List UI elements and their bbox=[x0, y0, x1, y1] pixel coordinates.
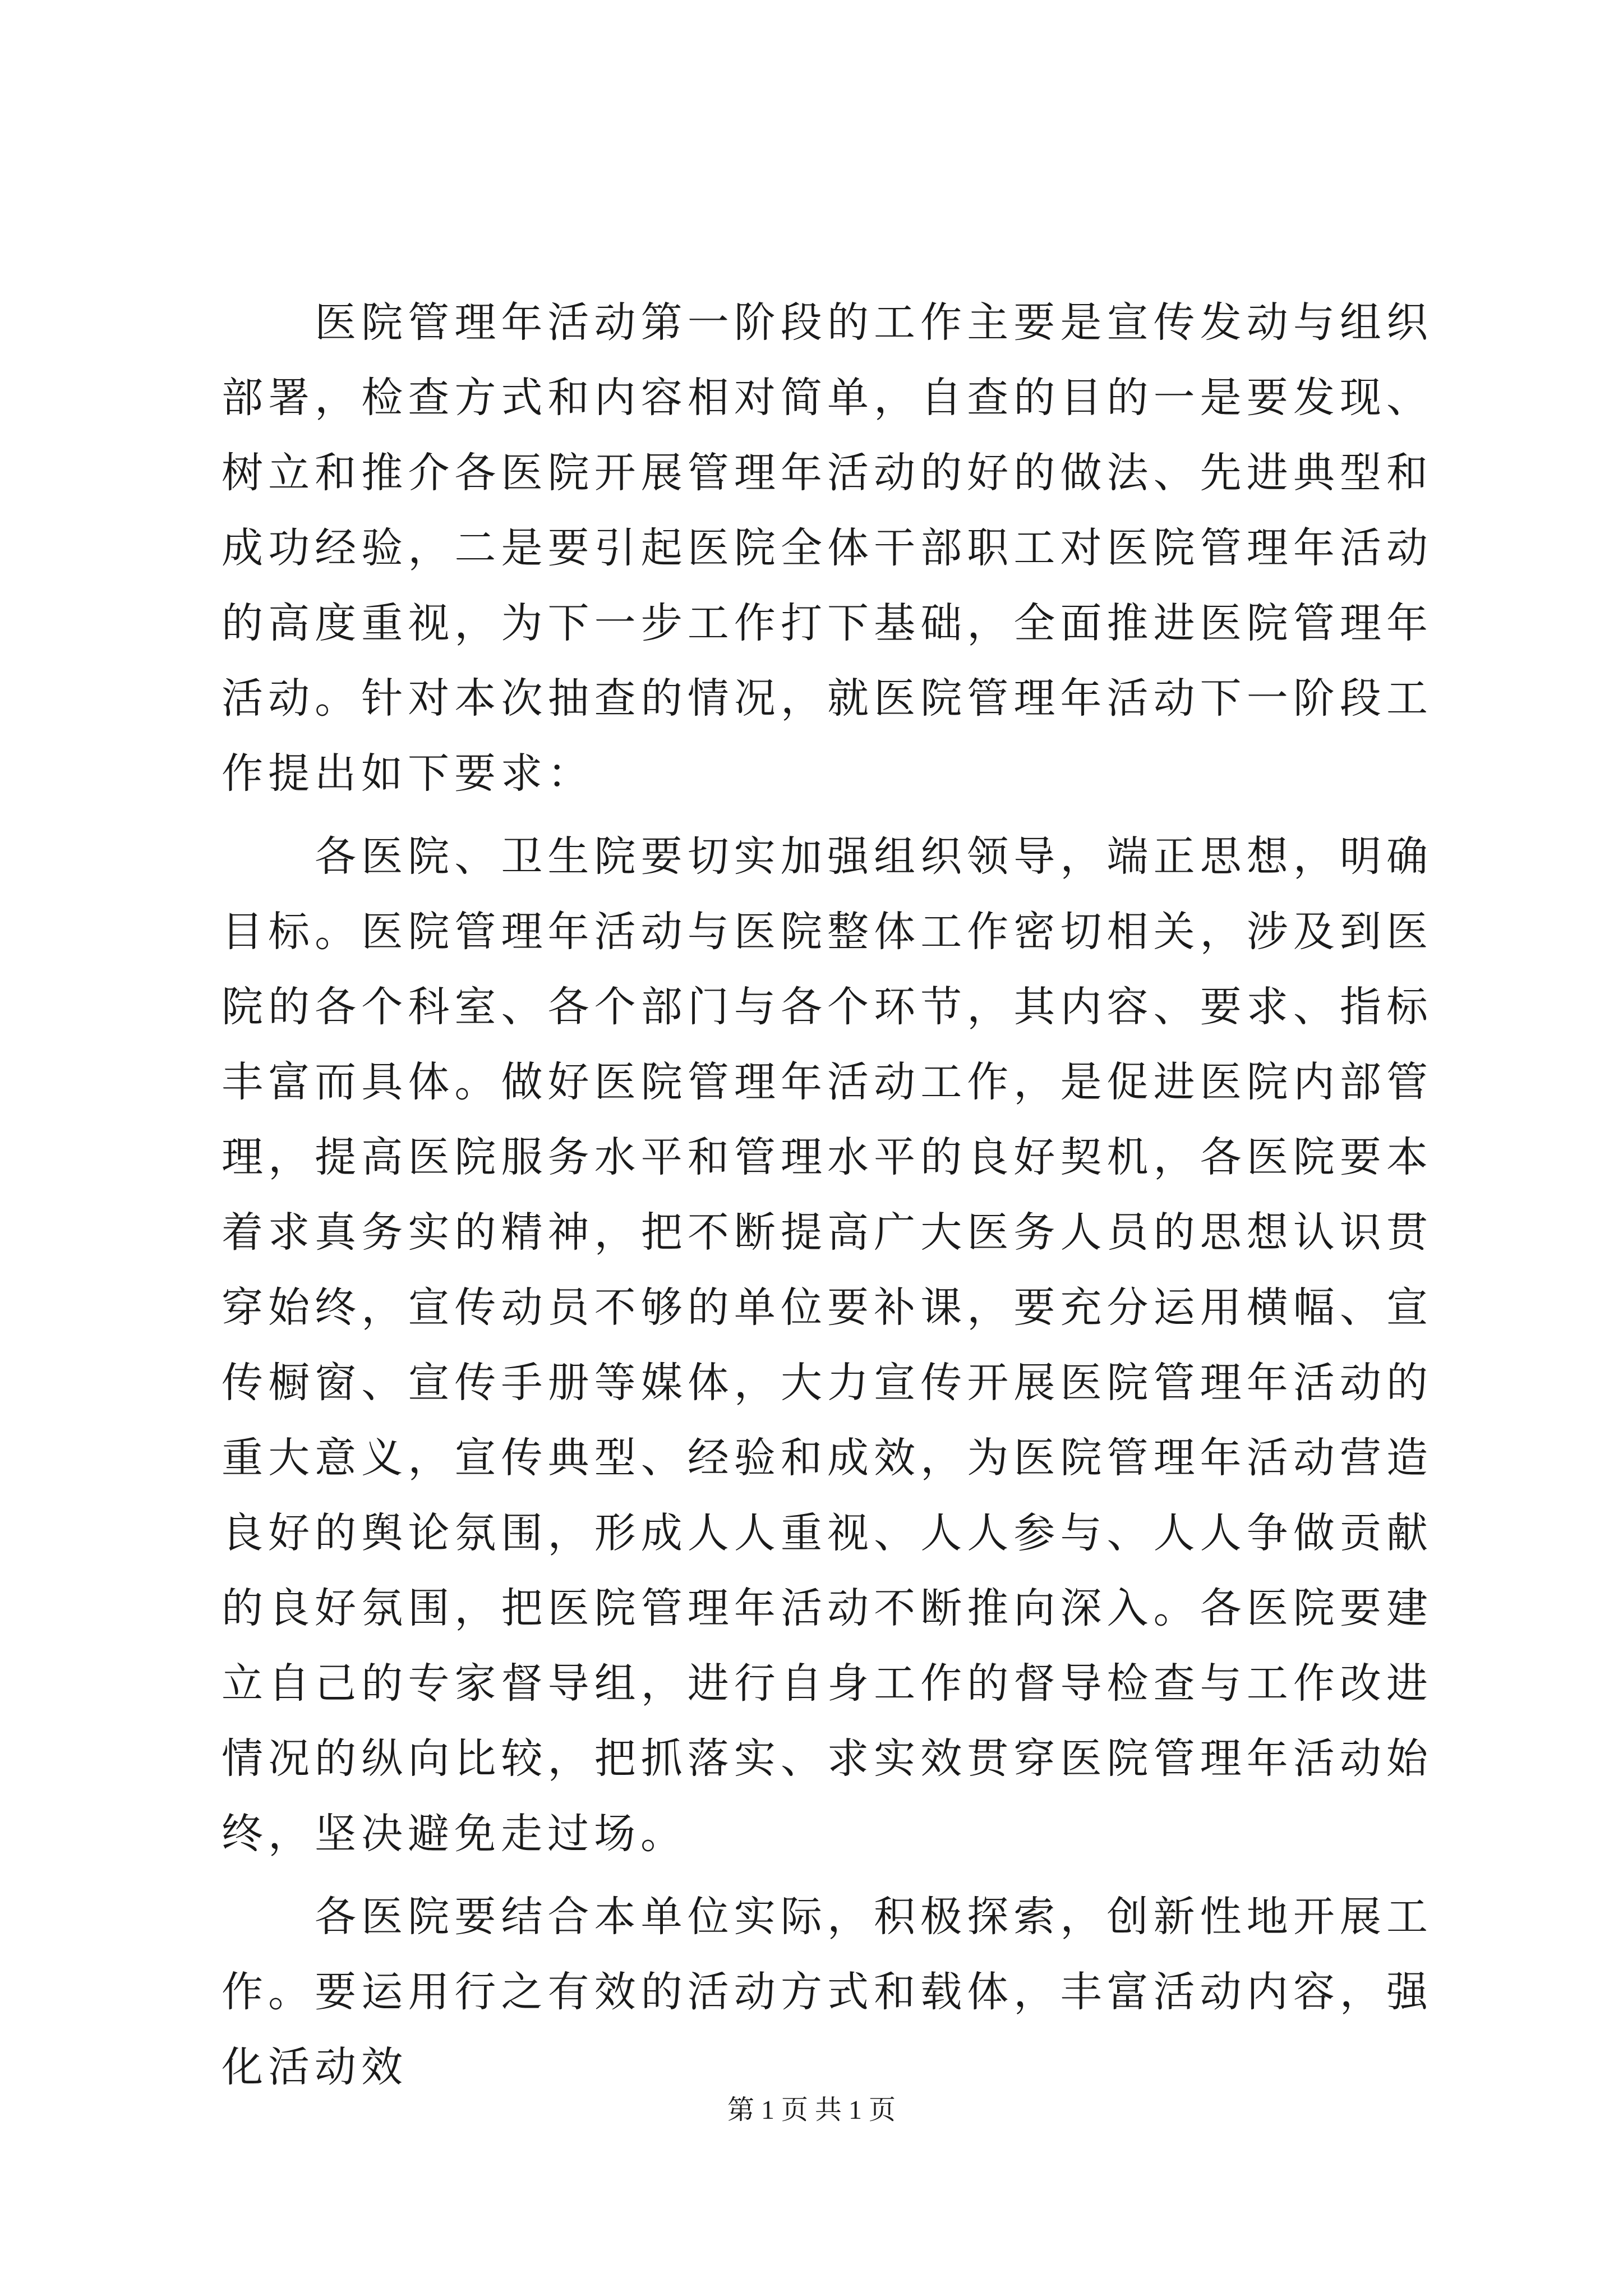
paragraph-3: 各医院要结合本单位实际，积极探索，创新性地开展工作。要运用行之有效的活动方式和载体，丰富活动内容，强化活动效 bbox=[222, 1893, 1433, 2091]
paragraph-1: 医院管理年活动第一阶段的工作主要是宣传发动与组织部署，检查方式和内容相对简单，自查的目的一是要发现、树立和推介各医院开展管理年活动的好的做法、先进典型和成功经验，二是要引起医院全体干部职工对医院管理年活动的高度重视，为下一步工作打下基础，全面推进医院管理年活动。针对本次抽查的情况，就医院管理年活动下一阶段工作提出如下要求： bbox=[222, 298, 1433, 798]
page-footer: 第 1 页 共 1 页 bbox=[727, 2095, 896, 2125]
document-body bbox=[222, 285, 1433, 2105]
paragraph-2: 各医院、卫生院要切实加强组织领导，端正思想，明确目标。医院管理年活动与医院整体工作密切相关，涉及到医院的各个科室、各个部门与各个环节，其内容、要求、指标丰富而具体。做好医院管理年活动工作，是促进医院内部管理，提高医院服务水平和管理水平的良好契机，各医院要本着求真务实的精神，把不断提高广大医务人员的思想认识贯穿始终，宣传动员不够的单位要补课，要充分运用横幅、宣传橱窗、宣传手册等媒体，大力宣传开展医院管理年活动的重大意义，宣传典型、经验和成效，为医院管理年活动营造良好的舆论氛围，形成人人重视、人人参与、人人争做贡献的良好氛围，把医院管理年活动不断推向深入。各医院要建立自己的专家督导组，进行自身工作的督导检查与工作改进情况的纵向比较，把抓落实、求实效贯穿医院管理年活动始终，坚决避免走过场。 bbox=[222, 832, 1433, 1858]
